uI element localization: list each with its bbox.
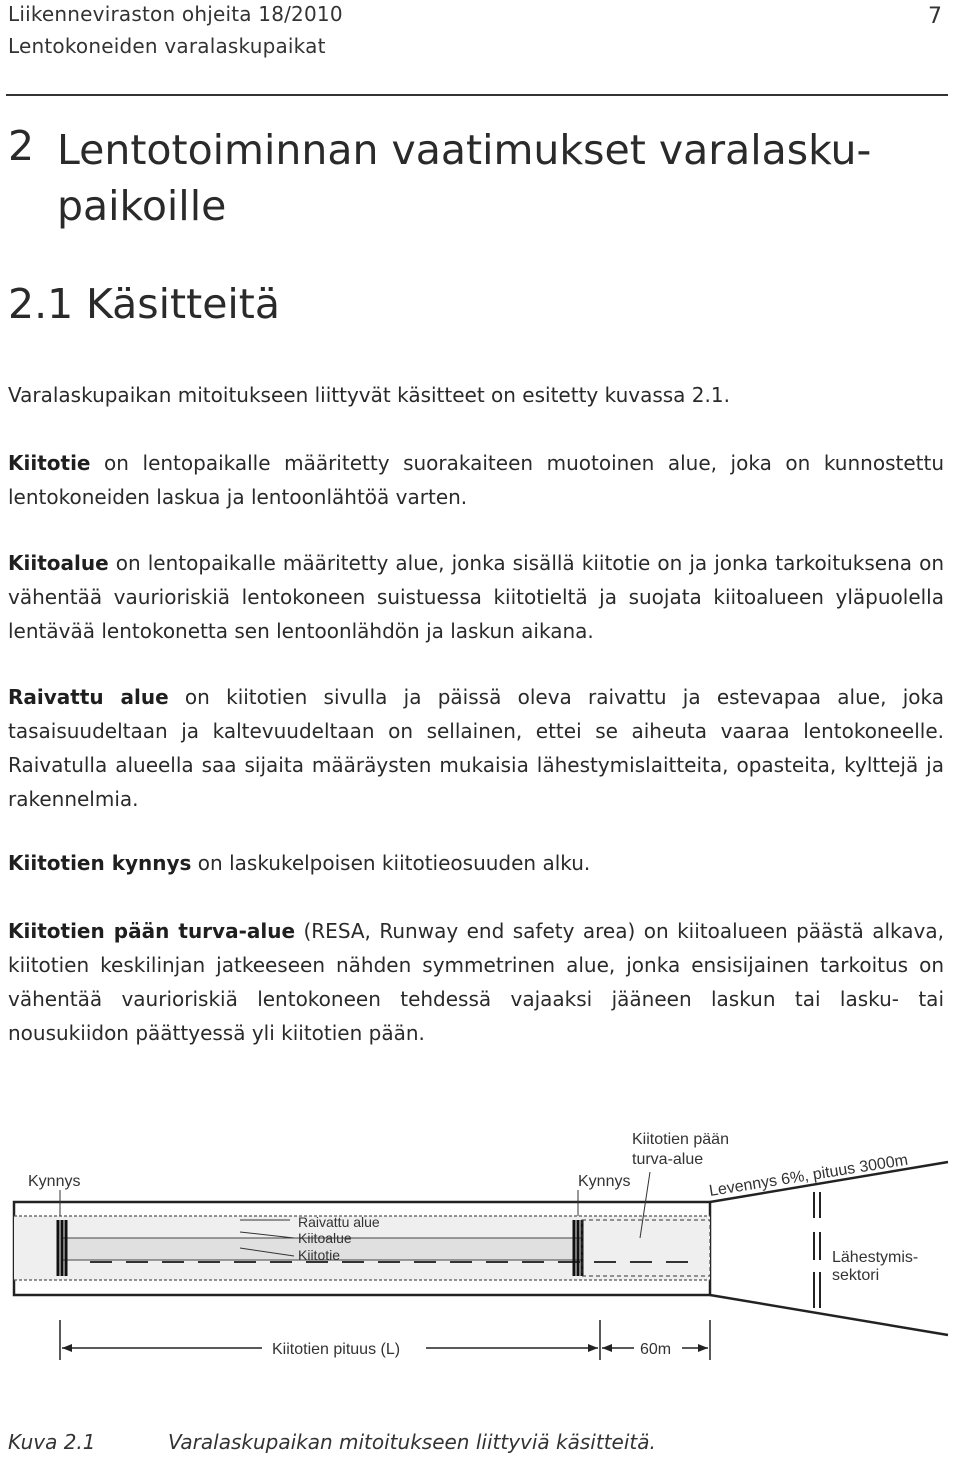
definition-kiitoalue: on lentopaikalle määritetty alue, jonka sisällä kiitotie on ja jonka tarkoituksena on vähentää vaurioriskiä lentokoneen suistuessa kiitotieltä ja suojata kiitoalueen yläpuolella lentävää lentokonetta sen lentoonlähdön ja laskun aikana. [8,551,944,643]
arrowhead-runway-right [588,1344,598,1352]
paragraph-intro [8,378,944,412]
threshold-marking-left [58,1220,66,1276]
heading1-number: 2 [8,122,35,170]
running-header-title: Lentokoneiden varalaskupaikat [8,34,326,58]
figure-caption-text: Varalaskupaikan mitoitukseen liittyviä käsitteitä. [168,1430,656,1454]
heading2-title: Käsitteitä [86,280,281,328]
label-60m: 60m [640,1341,672,1358]
definition-kiitotie: on lentopaikalle määritetty suorakaiteen muotoinen alue, joka on kunnostettu lentokoneiden laskua ja lentoonlähtöä varten. [8,451,944,509]
term-kiitoalue: Kiitoalue [8,551,109,575]
page-number: 7 [928,4,942,29]
heading2-number: 2.1 [8,280,74,328]
arrowhead-runway-left [62,1344,72,1352]
label-levennys: Levennys 6%, pituus 3000m [707,1151,910,1200]
running-header-publication: Liikenneviraston ohjeita 18/2010 [8,2,343,26]
definition-kiitotien-kynnys: on laskukelpoisen kiitotieosuuden alku. [191,851,591,875]
label-kiitotie: Kiitotie [298,1247,341,1263]
paragraph-kiitotie [8,446,944,514]
term-kiitotie: Kiitotie [8,451,91,475]
label-raivattu-alue: Raivattu alue [298,1214,380,1230]
threshold-marking-right [574,1220,582,1276]
runway-diagram [0,1120,960,1380]
paragraph-kynnys [8,846,944,880]
label-kiitotien-pituus: Kiitotien pituus (L) [272,1341,401,1358]
label-resa-line1: Kiitotien pään [632,1131,729,1148]
term-kiitotien-kynnys: Kiitotien kynnys [8,851,192,875]
header-divider [6,94,948,96]
paragraph-intro-text: Varalaskupaikan mitoitukseen liittyvät käsitteet on esitetty kuvassa 2.1. [8,383,730,407]
definition-raivattu-alue: on kiitotien sivulla ja päissä oleva raivattu ja estevapaa alue, joka tasaisuudeltaan ja kaltevuudeltaan on sellainen, ettei se aiheuta vaaraa lentokoneelle. Raivatulla alueella saa sijaita määräysten mukaisia lähestymislaitteita, opasteita, kylttejä ja rakennelmia. [8,685,944,811]
label-kynnys-right: Kynnys [578,1173,631,1190]
term-raivattu-alue: Raivattu alue [8,685,169,709]
approach-sector-lower-edge [710,1295,948,1335]
paragraph-kiitoalue [8,546,944,648]
label-lahestymis-line1: Lähestymis- [832,1249,919,1266]
label-lahestymis-line2: sektori [832,1267,880,1284]
label-kynnys-left: Kynnys [28,1173,81,1190]
label-kiitoalue: Kiitoalue [298,1230,352,1246]
arrowhead-60m-left [602,1344,612,1352]
approach-sector-markers [814,1192,820,1308]
figure-caption-label: Kuva 2.1 [8,1430,96,1454]
paragraph-raivattu-alue [8,680,944,816]
paragraph-resa [8,914,944,1050]
arrowhead-60m-right [698,1344,708,1352]
definition-resa: (RESA, Runway end safety area) on kiitoalueen päästä alkava, kiitotien keskilinjan jatkeeseen nähden symmetrinen alue, jonka ensisijainen tarkoitus on vähentää vaurioriskiä lentokoneen tehdessä vajaaksi jääneen laskun tai lasku- tai nousukiidon päättyessä yli kiitotien pään. [8,919,944,1045]
term-resa: Kiitotien pään turva-alue [8,919,296,943]
heading1-title: Lentotoiminnan vaatimukset varalasku-paikoille [57,126,872,230]
label-resa-line2: turva-alue [632,1151,704,1168]
